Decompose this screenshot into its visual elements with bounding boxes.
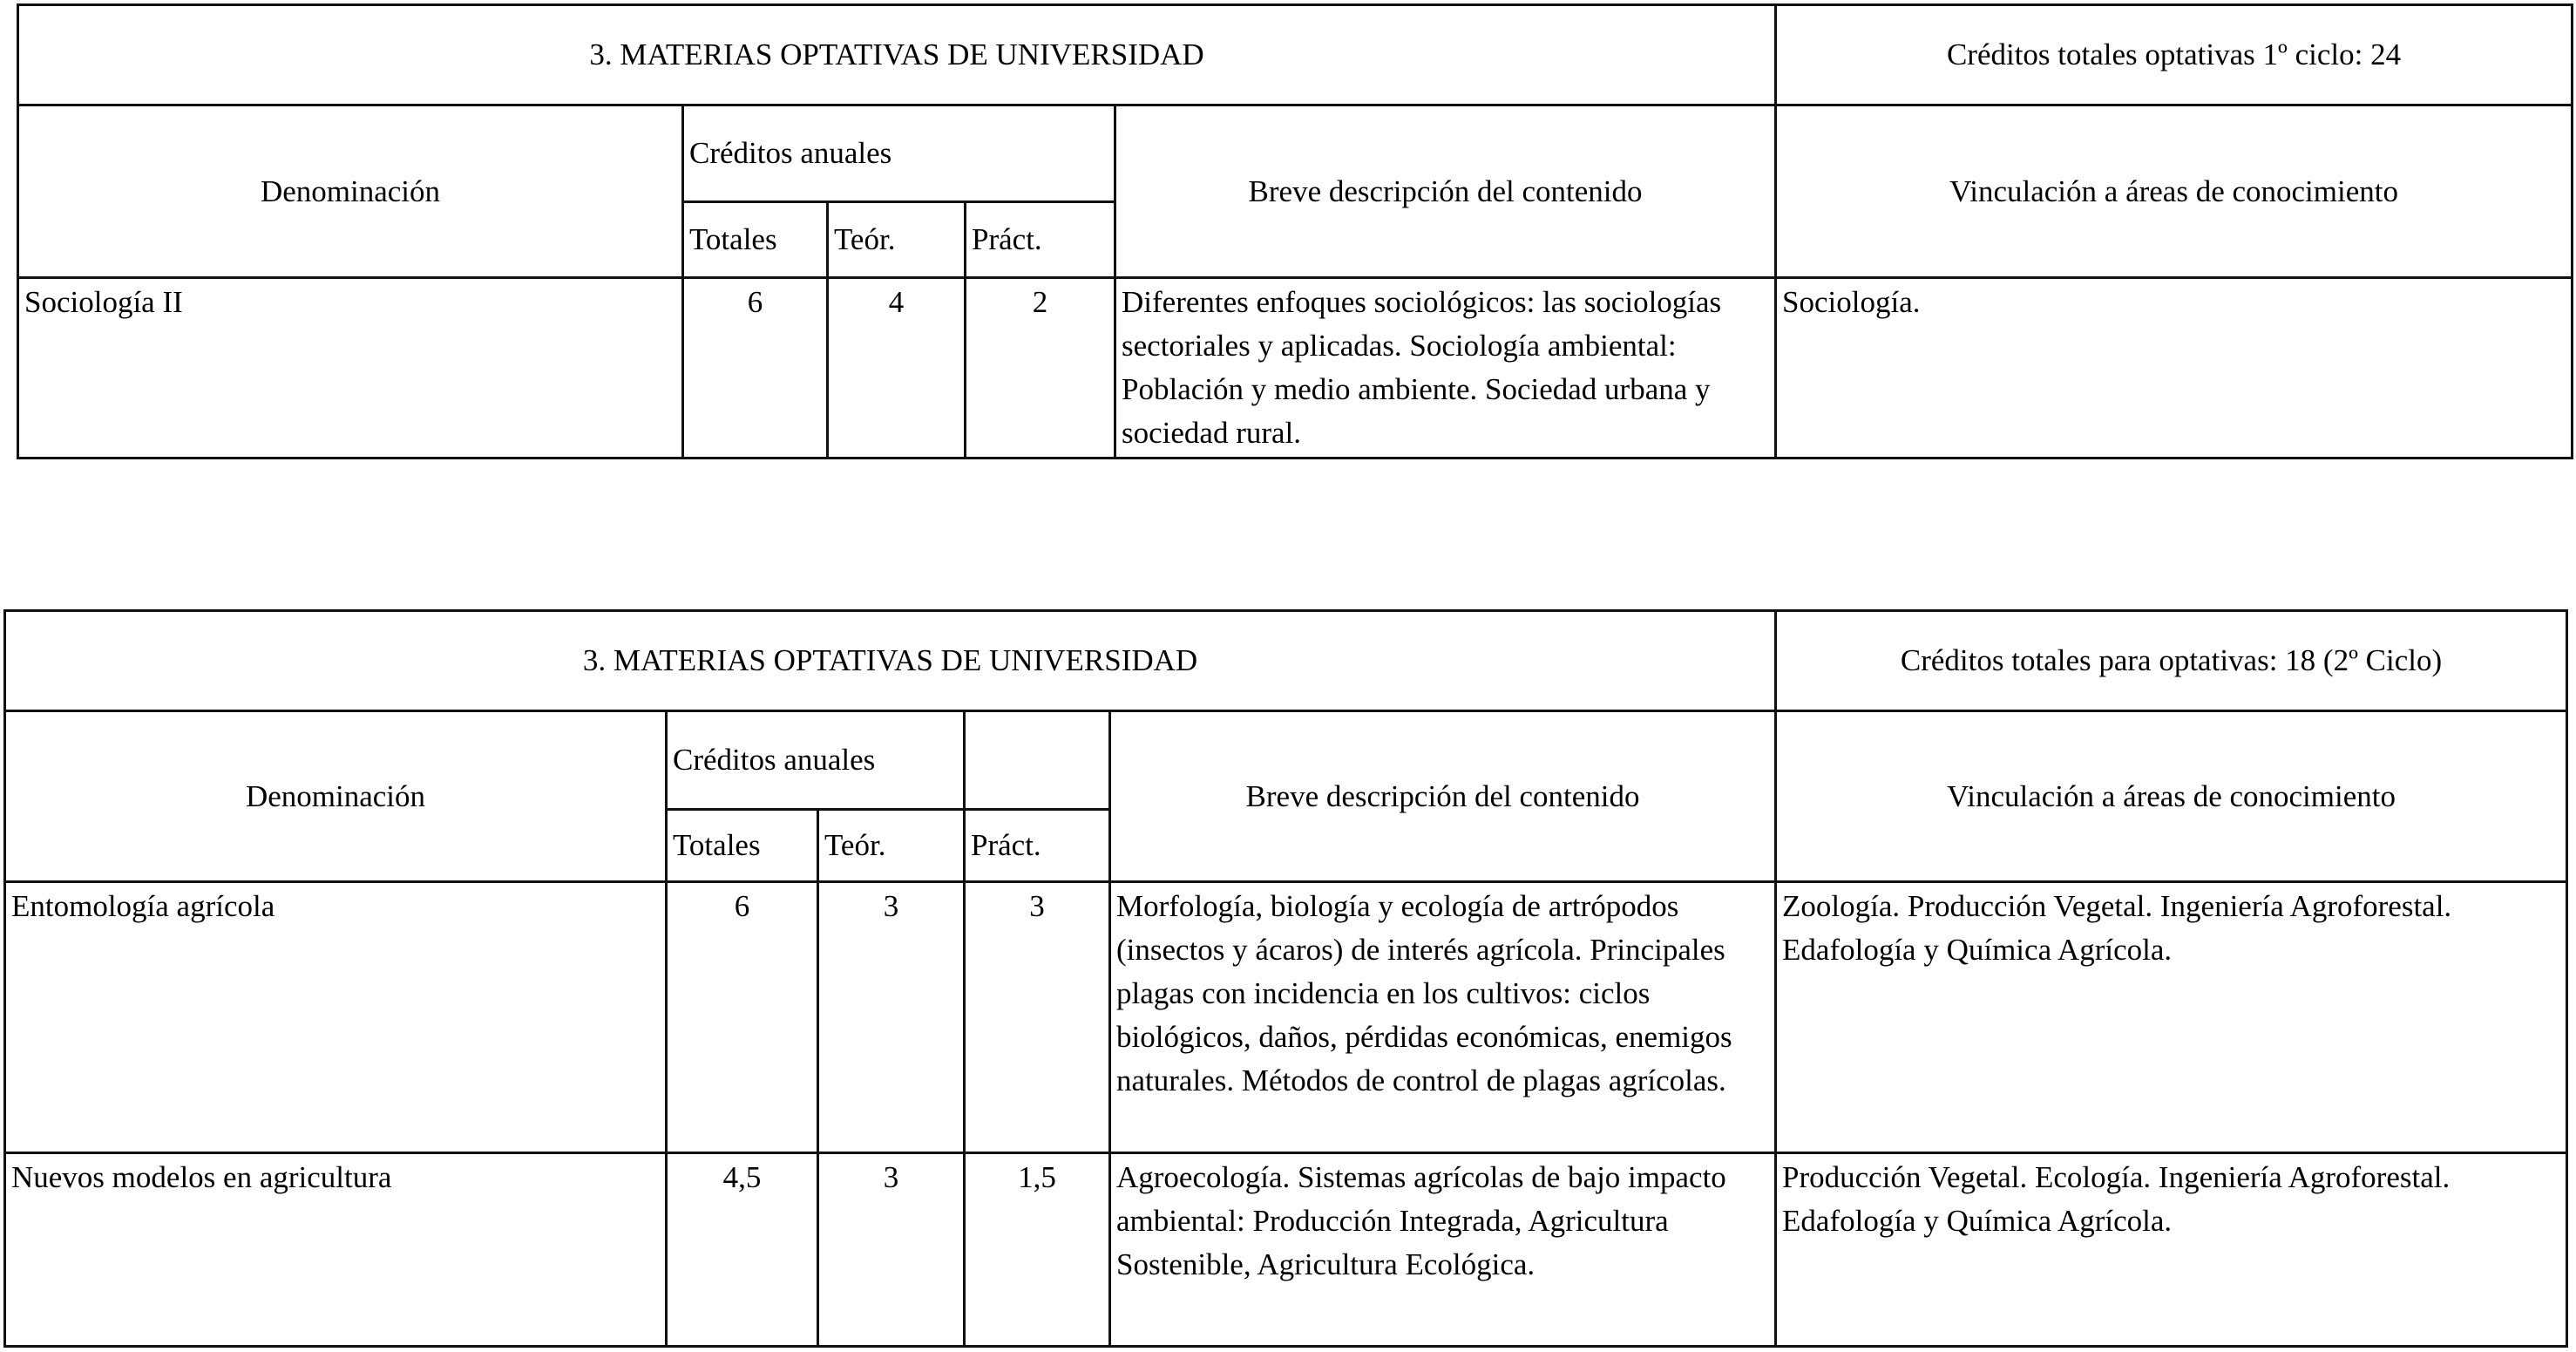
header-description: Breve descripción del contenido xyxy=(1110,711,1776,882)
optional-subjects-table-first-cycle xyxy=(17,3,2573,459)
header-credits: Créditos anuales xyxy=(683,105,1115,202)
optional-subjects-table-second-cycle xyxy=(3,609,2568,1348)
credits-theory: 4 xyxy=(828,278,966,459)
subject-name: Sociología II xyxy=(18,278,683,459)
header-empty-cell xyxy=(965,711,1110,810)
header-theory: Teór. xyxy=(818,810,965,882)
header-name: Denominación xyxy=(5,711,667,882)
credits-theory: 3 xyxy=(818,1153,965,1347)
total-credits: Créditos totales para optativas: 18 (2º Ciclo) xyxy=(1776,611,2567,711)
subject-name: Nuevos modelos en agricultura xyxy=(5,1153,667,1347)
header-total: Totales xyxy=(667,810,818,882)
total-credits: Créditos totales optativas 1º ciclo: 24 xyxy=(1776,5,2573,105)
header-areas: Vinculación a áreas de conocimiento xyxy=(1776,105,2573,278)
credits-total: 6 xyxy=(683,278,828,459)
subject-description: Diferentes enfoques sociológicos: las sociologías sectoriales y aplicadas. Sociología ambiental: Población y medio ambiente. Sociedad urbana y sociedad rural. xyxy=(1115,278,1776,459)
table-title: 3. MATERIAS OPTATIVAS DE UNIVERSIDAD xyxy=(5,611,1776,711)
header-practice: Práct. xyxy=(965,810,1110,882)
header-areas: Vinculación a áreas de conocimiento xyxy=(1776,711,2567,882)
table-row xyxy=(18,278,2573,459)
table-row xyxy=(5,882,2567,1153)
header-credits: Créditos anuales xyxy=(667,711,965,810)
subject-areas: Producción Vegetal. Ecología. Ingeniería Agroforestal. Edafología y Química Agrícola. xyxy=(1776,1153,2567,1347)
header-practice: Práct. xyxy=(966,202,1115,278)
subject-name: Entomología agrícola xyxy=(5,882,667,1153)
credits-total: 6 xyxy=(667,882,818,1153)
header-name: Denominación xyxy=(18,105,683,278)
subject-description: Morfología, biología y ecología de artrópodos (insectos y ácaros) de interés agrícola. Principales plagas con incidencia en los cultivos: ciclos biológicos, daños, pérdidas económicas, enemigos naturales. Métodos de control de plagas agrícolas. xyxy=(1110,882,1776,1153)
credits-practice: 2 xyxy=(966,278,1115,459)
credits-total: 4,5 xyxy=(667,1153,818,1347)
header-theory: Teór. xyxy=(828,202,966,278)
subject-areas: Zoología. Producción Vegetal. Ingeniería Agroforestal. Edafología y Química Agrícola. xyxy=(1776,882,2567,1153)
credits-practice: 1,5 xyxy=(965,1153,1110,1347)
subject-description: Agroecología. Sistemas agrícolas de bajo impacto ambiental: Producción Integrada, Agricultura Sostenible, Agricultura Ecológica. xyxy=(1110,1153,1776,1347)
credits-practice: 3 xyxy=(965,882,1110,1153)
subject-areas: Sociología. xyxy=(1776,278,2573,459)
credits-theory: 3 xyxy=(818,882,965,1153)
table-row xyxy=(5,1153,2567,1347)
header-total: Totales xyxy=(683,202,828,278)
header-description: Breve descripción del contenido xyxy=(1115,105,1776,278)
table-title: 3. MATERIAS OPTATIVAS DE UNIVERSIDAD xyxy=(18,5,1776,105)
